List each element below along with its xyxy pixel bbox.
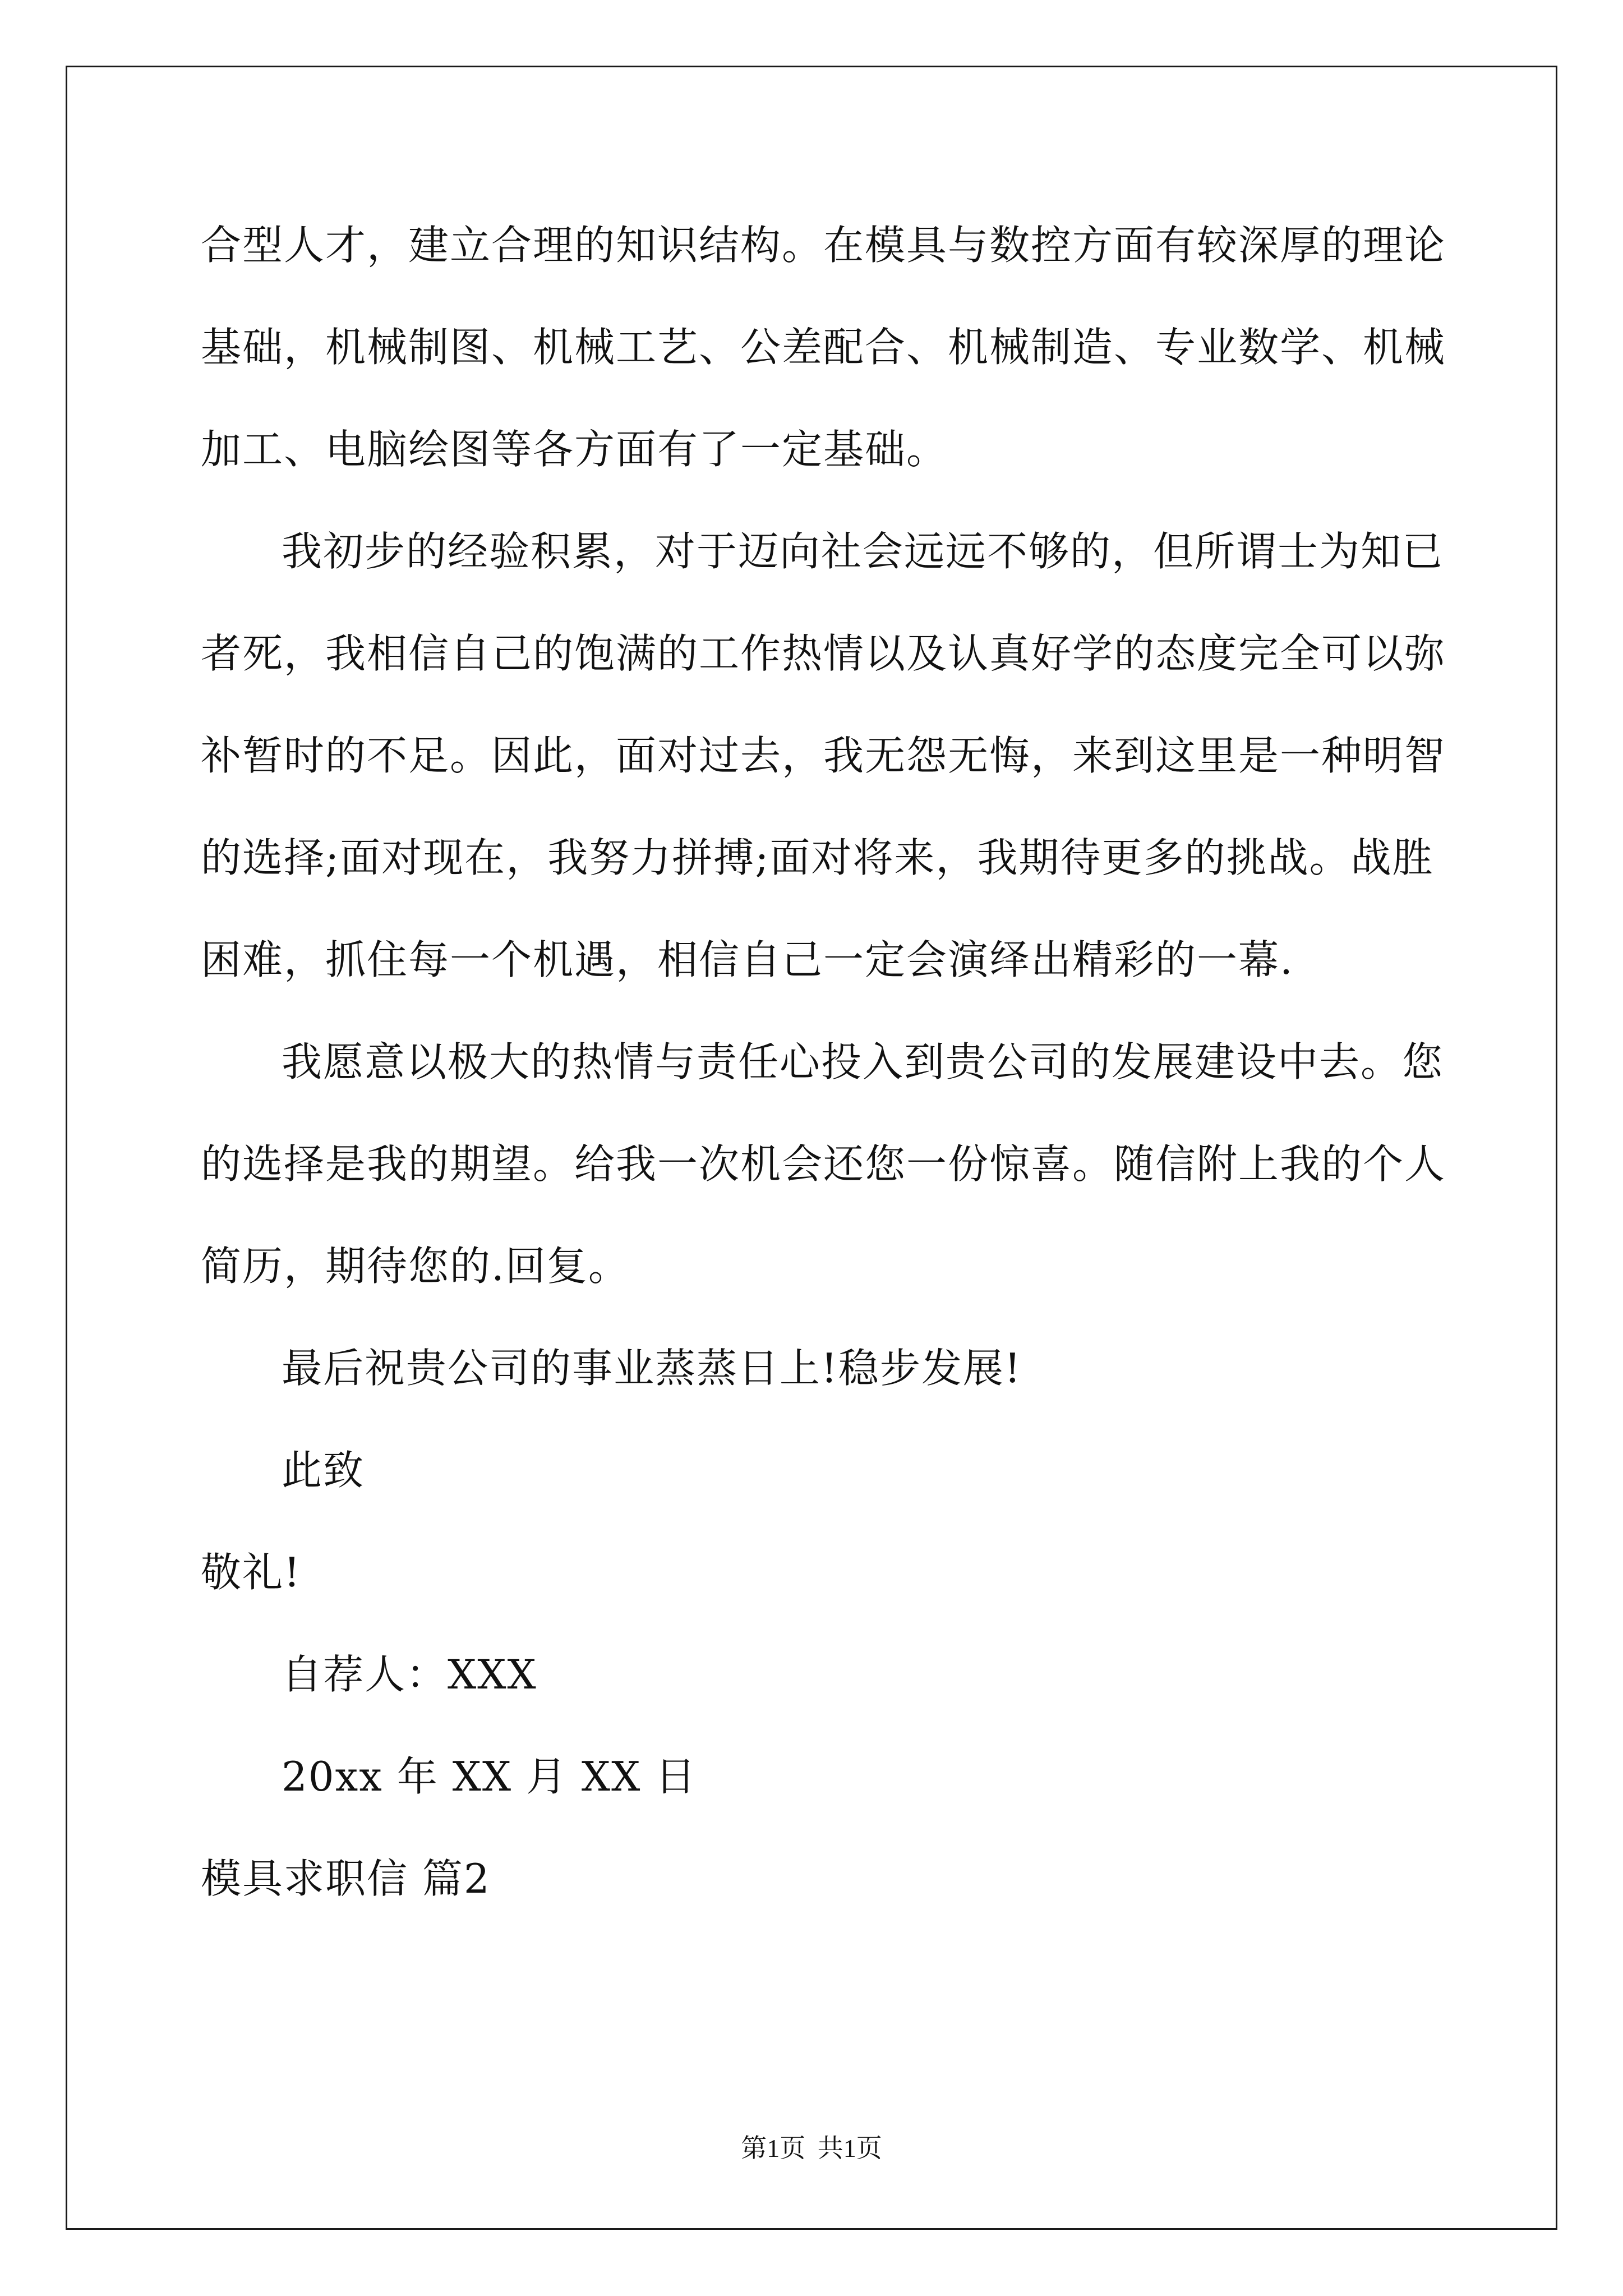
salutation-cizhi: 此致 bbox=[282, 1447, 365, 1494]
body-line-8: 困难，抓住每一个机遇，相信自己一定会演绎出精彩的一幕. bbox=[201, 936, 1294, 983]
body-line-11: 简历，期待您的.回复。 bbox=[201, 1243, 630, 1290]
body-line-3: 加工、电脑绘图等各方面有了一定基础。 bbox=[201, 426, 948, 473]
body-line-6: 补暂时的不足。因此，面对过去，我无怨无悔，来到这里是一种明智 bbox=[201, 732, 1446, 779]
body-line-2: 基础，机械制图、机械工艺、公差配合、机械制造、专业数学、机械 bbox=[201, 324, 1446, 371]
section-heading: 模具求职信 篇2 bbox=[201, 1855, 491, 1902]
closing-wish: 最后祝贵公司的事业蒸蒸日上!稳步发展! bbox=[282, 1345, 1022, 1392]
date-line: 20xx 年 XX 月 XX 日 bbox=[282, 1753, 697, 1800]
body-line-9: 我愿意以极大的热情与责任心投入到贵公司的发展建设中去。您 bbox=[282, 1038, 1444, 1085]
body-line-10: 的选择是我的期望。给我一次机会还您一份惊喜。随信附上我的个人 bbox=[201, 1140, 1446, 1188]
salutation-jingli: 敬礼! bbox=[201, 1549, 301, 1596]
body-line-4: 我初步的经验积累，对于迈向社会远远不够的，但所谓士为知已 bbox=[282, 528, 1444, 575]
body-line-1: 合型人才，建立合理的知识结构。在模具与数控方面有较深厚的理论 bbox=[201, 222, 1446, 269]
page-footer: 第1页 共1页 bbox=[741, 2134, 882, 2162]
body-line-5: 者死，我相信自己的饱满的工作热情以及认真好学的态度完全可以弥 bbox=[201, 630, 1446, 677]
body-line-7: 的选择;面对现在，我努力拼搏;面对将来，我期待更多的挑战。战胜 bbox=[201, 834, 1434, 881]
signature-line: 自荐人：XXX bbox=[282, 1651, 537, 1698]
